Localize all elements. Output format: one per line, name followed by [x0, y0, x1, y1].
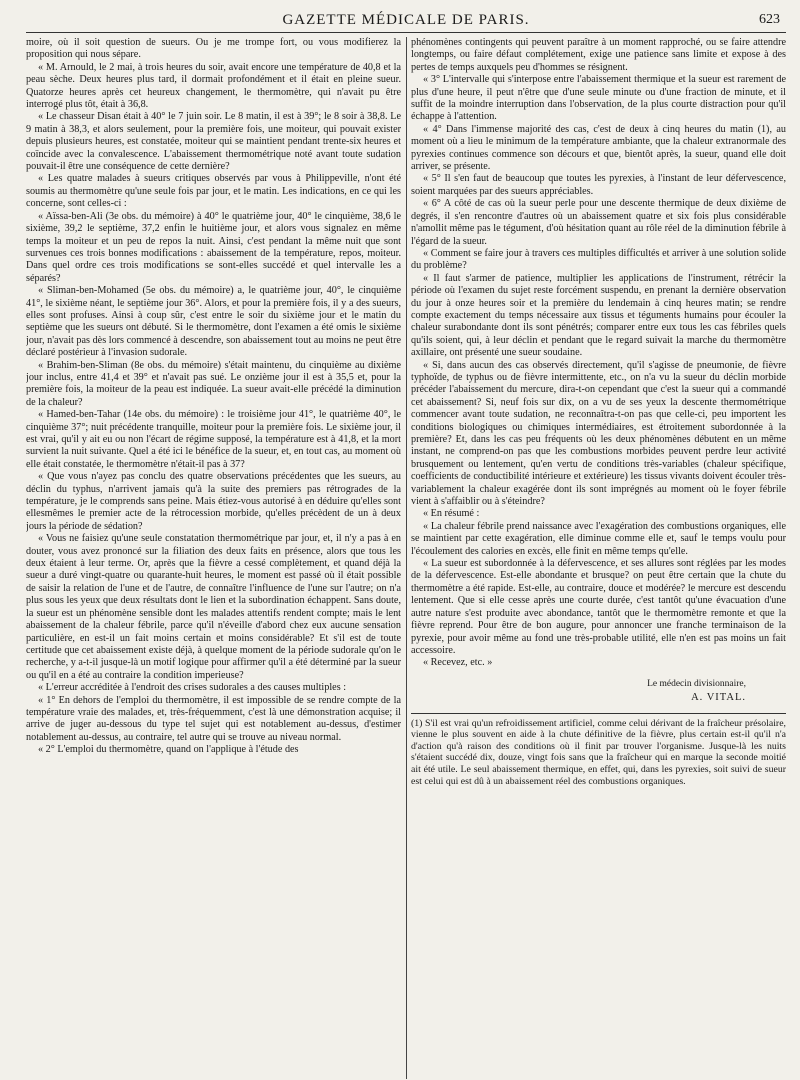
right-column [411, 37, 786, 1079]
paragraph: « La chaleur fébrile prend naissance avec l'exagération des combustions organiques, elle se maintient par cette exagération, elle diminue comme elle et, sauf le temps voulu pour l'écoulement des calories en excès, elle finit en même temps qu'elle. [411, 520, 786, 557]
paragraph: « Vous ne faisiez qu'une seule constatation thermométrique par jour, et, il n'y a pas à en douter, vous avez prononcé sur la filiation des deux faits en présence, alors que tous les deux étaient à leur terme. Or, après que la fièvre a cessé complètement, et quand déjà la sueur a duré vingt-quatre ou quarante-huit heures, le moment est passé où il était possible de saisir la relation de l'une et de l'autre, de connaître l'influence de l'une sur l'autre; on n'a plus sous les yeux que deux résultats dont le lien et la subordination échappent. Sans doute, la sueur est un phénomène sensible dont les malades attentifs rendent compte; mais le lent abaissement de la chaleur fébrile, parce qu'il n'éveille d'abord chez eux aucune sensation particulière, en est-il un fait moins certain et moins considérable? Et s'il est de toute certitude que cet abaissement existe déjà, à quelque moment de la période sudorale qu'on le recherche, y a-t-il jusque-là un motif logique pour affirmer qu'il a été déterminé par la sueur ou qu'il en a été au contraire la condition imperieuse? [26, 533, 401, 681]
running-head [26, 10, 786, 33]
paragraph: « Brahim-ben-Sliman (8e obs. du mémoire) s'était maintenu, du cinquième au dixième jour inclus, entre 41,4 et 39° et n'avait pas sué. Le onzième jour il est à 35,5 et, pour la première fois, la moiteur de la peau est indiquée. La sueur avait-elle précédé la diminution de la chaleur? [26, 359, 401, 408]
paragraph: « Que vous n'ayez pas conclu des quatre observations précédentes que les sueurs, au déclin du typhus, n'arrivent jamais qu'à la suite des premiers pas rétrogrades de la température, je le comprends sans peine. Mais étiez-vous autorisé à en déduire qu'elles sont ellesmêmes le premier acte de la rétrocession morbide, qu'elles précèdent de un à deux jours la période de sédation? [26, 471, 401, 532]
paragraph: « M. Arnould, le 2 mai, à trois heures du soir, avait encore une température de 40,8 et la peau sèche. Deux heures plus tard, il dormait profondément et il était en pleine sueur. Quatorze heures après cet heureux changement, le thermomètre, qui n'avait pu être interrogé plus tôt, était à 36,8. [26, 61, 401, 111]
paragraph: « 3° L'intervalle qui s'interpose entre l'abaissement thermique et la sueur est rarement de plus d'une heure, il peut n'être que d'une seule minute ou d'une fraction de minute, et il suffit de la moindre interruption dans l'observation, de la plus courte distraction pour qu'il échappe à l'attention. [411, 74, 786, 123]
footnote: (1) S'il est vrai qu'un refroidissement artificiel, comme celui dérivant de la fraîcheur présolaire, vienne le plus souvent en aide à la chute définitive de la fièvre, plus certain est-il qu'il n'a d'action qu'à raison des conditions où il finit par trouver l'organisme. Jusque-là les nuits s'étaient succédé dix, douze, vingt fois sans que la fraîcheur qui en marque la seconde moitié ait été utile. Le seul abaissement thermique, en effet, qui, dans les pyrexies, soit suivi de sueur est celui qui est dû à un abaissement réel des combustions organiques. [411, 717, 786, 787]
paragraph: « Le chasseur Disan était à 40° le 7 juin soir. Le 8 matin, il est à 39°; le 8 soir à 38,8. Le 9 matin à 38,3, et alors seulement, pour la première fois, une moiteur, qui pouvait exister depuis plusieurs heures, est constatée, moiteur qui se maintient pendant trente-six heures et coïncide avec la convalescence. L'abaissement thermométrique noté avant toute sudation pouvait-il être une conséquence de cette dernière? [26, 111, 401, 173]
paragraph: « Il faut s'armer de patience, multiplier les applications de l'instrument, rétrécir la période où l'examen du sujet reste forcément suspendu, en prenant la dernière observation du jour à onze heures soir et la première du lendemain à cinq heures matin; se rendre compte exactement du temps nécessaire aux tissus et téguments humains pour écouler la chaleur surabondante dont ils sont pénétrés; comparer entre eux tous les cas fébriles quels qu'ils soient, qui, à leur déclin et pendant que le regard suivait la marche du thermomètre axillaire, ont présenté une sueur soudaine. [411, 272, 786, 359]
paragraph: « 6° A côté de cas où la sueur perle pour une descente thermique de deux dixième de degrés, il s'en rencontre d'autres où un abaissement quatre et six fois plus considérable n'amollit même pas le tégument, d'où hésitation quant au rôle réel de la diminution fébrile à l'égard de la sueur. [411, 198, 786, 247]
paragraph: moire, où il soit question de sueurs. Ou je me trompe fort, ou vous modifierez la proposition qui nous sépare. [26, 37, 401, 61]
journal-title: GAZETTE MÉDICALE DE PARIS. [282, 12, 530, 28]
paragraph: « La sueur est subordonnée à la défervescence, et ses allures sont réglées par les modes de la défervescence. Est-elle abondante et brusque? on peut être certain que la chute du thermomètre a été rapide. Est-elle, au contraire, douce et modérée? le mercure est descendu lentement. Que si elle cesse après une courte durée, c'est tantôt qu'une évacuation d'une autre nature s'est produite avec abondance, tantôt que le thermomètre remonte et que la fièvre reprend. Pour être de bon augure, pour annoncer une franche terminaison de la pyrexie, pour avoir même au fond une très-probable utilité, elle n'en est pas moins un fait accessoire. [411, 558, 786, 656]
paragraph: « Recevez, etc. » [423, 657, 493, 669]
paragraph: « En résumé : [423, 508, 480, 520]
paragraph: « Hamed-ben-Tahar (14e obs. du mémoire) : le troisième jour 41°, le quatrième 40°, le cinquième 37°; nuit précédente tranquille, moiteur pour la première fois. Le sixième jour, il est vrai, qu'il y ait eu ou non l'écart de régime supposé, la température est à 41,8, et la mort survient la nuit suivante. Quel a été ici le bénéfice de la sueur, et, en tout cas, au moment où elle était constatée, le thermomètre n'était-il pas à 37? [26, 409, 401, 470]
paragraph: phénomènes contingents qui peuvent paraître à un moment rapproché, ou se faire attendre longtemps, ou faire défaut complétement, exige une patience sans limite et expose à des pertes de temps auxquels peu d'hommes se résignent. [411, 37, 786, 73]
footnote-separator [411, 713, 786, 714]
paragraph: « Sliman-ben-Mohamed (5e obs. du mémoire) a, le quatrième jour, 40°, le cinquième 41°, le sixième néant, le septième jour 36°. Alors, et pour la première fois, il y a des sueurs, elles sont profuses. Ainsi à coup sûr, c'est entre le soir du sixième jour et le matin du septième que les sueurs ont débuté. Si le thermomètre, dont l'examen a été omis le sixième jour, n'avait pas dès lors commencé à descendre, son abaissement tout au moins ne peut être déclaré postérieur à l'invasion sudorale. [26, 285, 401, 359]
paragraph: « 4° Dans l'immense majorité des cas, c'est de deux à cinq heures du matin (1), au moment où a lieu le minimum de la température ambiante, que la chaleur extranormale des pyrexies continues commence son décours et que, bientôt après, la sueur, quand elle doit arriver, se présente. [411, 123, 786, 173]
left-column [26, 37, 401, 1079]
column-rule [406, 37, 407, 1079]
signature-block [411, 678, 786, 705]
paragraph: « L'erreur accréditée à l'endroit des crises sudorales a des causes multiples : [38, 682, 347, 694]
paragraph: « Aïssa-ben-Ali (3e obs. du mémoire) à 40° le quatrième jour, 40° le cinquième, 38,6 le sixième, 39,2 le septième, 37,2 enfin le huitième jour, et alors vous signalez en même temps la moiteur et un peu de repos la nuit. Ainsi, c'est pendant la même nuit que sont survenues ces trois bonnes modifications : abaissement de la température, repos, moiteur. Dans quel ordre ces trois modifications se sont-elles succédé et quel intervalle les a séparés? [26, 210, 401, 284]
paragraph: « 5° Il s'en faut de beaucoup que toutes les pyrexies, à l'instant de leur défervescence, soient marquées par des sueurs appréciables. [411, 173, 786, 197]
paragraph: « Si, dans aucun des cas observés directement, qu'il s'agisse de pneumonie, de fièvre typhoïde, de typhus ou de fièvre intermittente, etc., on n'a vu la sueur du déclin morbide précéder l'abaissement du mercure, dira-t-on cependant que c'est la sueur qui a commandé cet abaissement? Si, neuf fois sur dix, on a vu de ses yeux la descente thermométrique commencer avant toute sudation, ne reconnaîtra-t-on pas que celle-ci, peu importent les conditions biologiques ou chimiques intermédiaires, est étroitement subordonnée à la première? Et, dans les cas peu fréquents où les deux phénomènes débutent en un même instant, ne comprend-on pas que les combustions morbides peuvent perdre leur activité brusquement ou lentement, qu'en vertu de conditions très-variables (chaleur spécifique, coefficients de conductibilité intérieure et extérieure) les tissus vivants doivent écouler très-variablement la chaleur exagérée dont ils sont imprégnés au moment où le foyer fébrile vient à s'affaiblir ou à s'éteindre? [411, 359, 786, 508]
paragraph: « 1° En dehors de l'emploi du thermomètre, il est impossible de se rendre compte de la température vraie des malades, et, très-fréquemment, c'est là une démonstration acquise; il arrive de juger au-dessous du type tel sujet qui est notablement au-dessus, d'estimer notablement au-dessus, au contraire, tel autre qui se trouve au niveau normal. [26, 694, 401, 743]
paragraph: « Les quatre malades à sueurs critiques observés par vous à Philippeville, n'ont été soumis au thermomètre qu'une seule fois par jour, et le matin. Les indications, en ce qui les concerne, sont celles-ci : [26, 173, 401, 210]
paragraph: « 2° L'emploi du thermomètre, quand on l'applique à l'étude des [38, 744, 299, 756]
signature-name: A. VITAL. [691, 692, 746, 704]
paragraph: « Comment se faire jour à travers ces multiples difficultés et arriver à une solution solide du problème? [411, 247, 786, 272]
signature-role: Le médecin divisionnaire, [647, 678, 746, 689]
two-column-body [26, 37, 786, 1079]
page-number: 623 [759, 12, 780, 27]
